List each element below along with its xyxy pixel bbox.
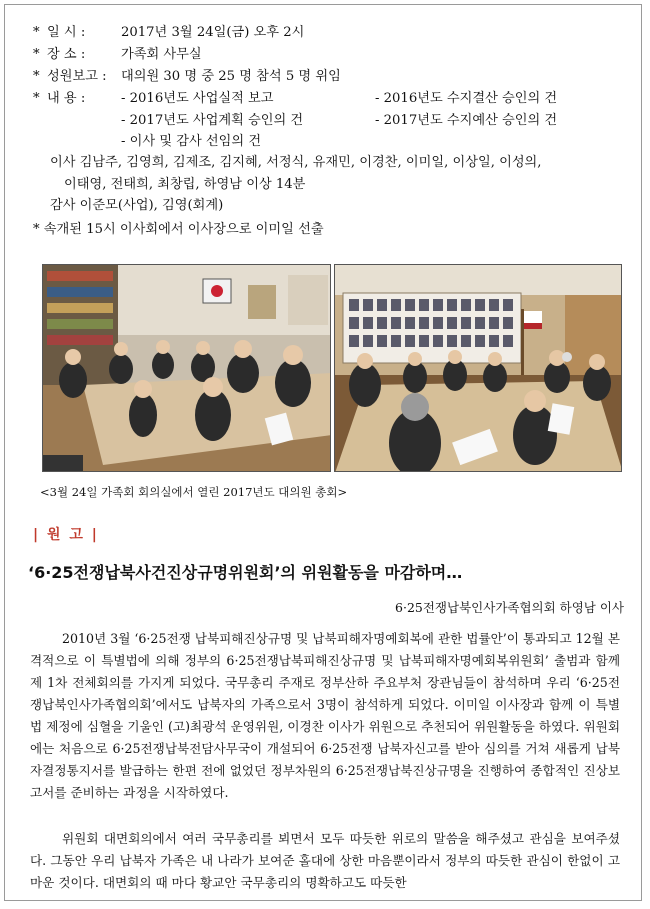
meeting-photo-right — [334, 264, 622, 472]
photo-caption: <3월 24일 가족회 회의실에서 열린 2017년도 대의원 총회> — [40, 485, 348, 499]
bullet-star: * — [33, 69, 40, 84]
agenda-label-row — [33, 88, 121, 110]
officers-list — [50, 152, 542, 217]
agenda-col-2 — [375, 88, 557, 131]
meta-row-place — [33, 44, 341, 66]
meta-label: 일 시 : — [47, 25, 86, 40]
meta-value: 대의원 30 명 중 25 명 참석 5 명 위임 — [121, 69, 341, 84]
meta-value: 2017년 3월 24일(금) 오후 2시 — [121, 25, 305, 40]
meta-row-quorum — [33, 66, 341, 88]
meta-label: 성원보고 : — [47, 69, 107, 84]
meta-value: 가족회 사무실 — [121, 47, 202, 62]
meeting-room-image — [43, 265, 331, 472]
article-author: 6·25전쟁납북인사가족협의회 하영남 이사 — [395, 600, 624, 615]
directors-line-1: 이사 김남주, 김영희, 김제조, 김지혜, 서정식, 유재민, 이경찬, 이미일, 이상일, 이성의, — [50, 155, 542, 170]
directors-line-2: 이태영, 전태희, 최창립, 하영남 이상 14분 — [64, 176, 306, 192]
bullet-star: * — [33, 25, 40, 40]
agenda — [33, 88, 558, 149]
agenda-item: - 2017년도 사업계획 승인의 건 — [121, 112, 304, 128]
article-title: ‘6·25전쟁납북사건진상규명위원회’의 위원활동을 마감하며… — [28, 563, 463, 582]
meta-label: 장 소 : — [47, 47, 86, 62]
section-tag: | 원 고 | — [33, 527, 99, 543]
meeting-meta — [33, 22, 341, 88]
agenda-item: - 2016년도 수지결산 승인의 건 — [375, 91, 558, 106]
agenda-label: 내 용 : — [47, 91, 86, 106]
article-paragraph-2 — [30, 828, 620, 894]
paragraph-text: 2010년 3월 ‘6·25전쟁 납북피해진상규명 및 납북피해자명예회복에 관한 법률안’이 통과되고 12월 본격적으로 이 특별법에 의해 정부의 6·25전쟁납북피해진상규명 및 납북피해자명예회복위원회’ 출범과 함께 제 1차 전체회의를 가지게 되었다. 국무총리 주재로 정부산하 주요부처 장관님들이 참석하며 우리 ‘6·25전쟁납북인사가족협의회’에서도 납북자의 가족으로서 3명이 참석하게 되었다. 이미일 이사장과 함께 이 특별법 제정에 심혈을 기울인 (고)최광석 운영위원, 이경찬 이사가 위원으로 추천되어 위원활동을 하였다. 위원회에는 처음으로 6·25전쟁납북전담사무국이 개설되어 6·25전쟁 납북자신고를 받아 심의를 거쳐 새롭게 납북자결정통지서를 발급하는 한편 전에 없었던 정부차원의 6·25전쟁납북진상규명을 진행하여 종합적인 진상보고서를 준비하는 과정을 시작하였다. — [30, 631, 620, 800]
assembly-image — [335, 265, 622, 472]
article-paragraph-1 — [30, 628, 620, 804]
meeting-photo-left — [42, 264, 331, 472]
agenda-item: - 2016년도 사업실적 보고 — [121, 91, 274, 106]
agenda-col-1 — [121, 88, 303, 153]
paragraph-text: 위원회 대면회의에서 여러 국무총리를 뵈면서 모두 따듯한 위로의 말씀을 해주셨고 관심을 보여주셨다. 그동안 우리 납북자 가족은 내 나라가 보여준 홀대에 상한 마음뿐이라서 정부의 따듯한 관심이 한없이 고마운 것이다. 대면회의 때 마다 황교안 국무총리의 명확하고도 따듯한 — [30, 831, 620, 890]
agenda-item: - 2017년도 수지예산 승인의 건 — [375, 112, 558, 128]
agenda-item: - 이사 및 감사 선임의 건 — [121, 134, 262, 149]
bullet-star: * — [33, 47, 40, 62]
chair-election-note: * 속개된 15시 이사회에서 이사장으로 이미일 선출 — [33, 222, 324, 237]
meta-row-date — [33, 22, 341, 44]
auditors-line: 감사 이준모(사업), 김영(회계) — [50, 198, 224, 213]
bullet-star: * — [33, 91, 40, 106]
